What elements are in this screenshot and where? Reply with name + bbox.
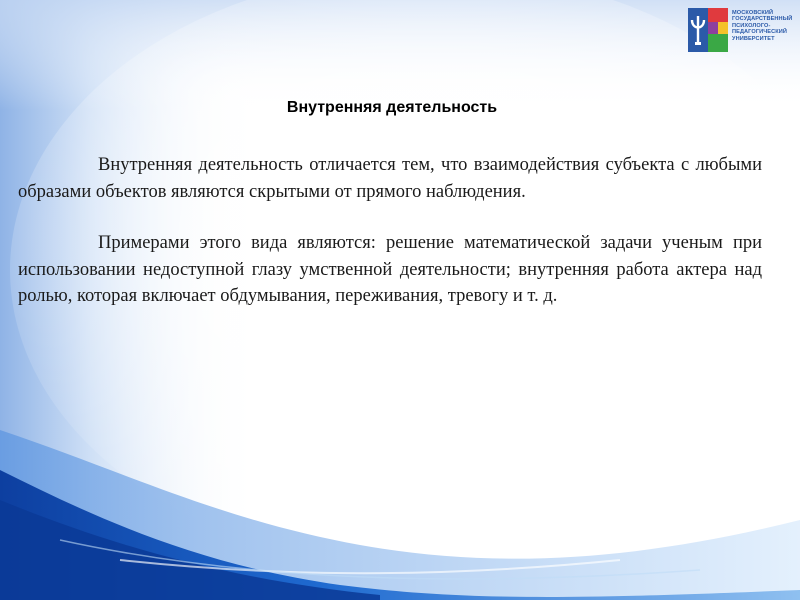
university-name-line: ГОСУДАРСТВЕННЫЙ	[732, 16, 793, 23]
university-name-line: МОСКОВСКИЙ	[732, 10, 774, 16]
university-name-line: ПСИХОЛОГО-	[732, 22, 771, 29]
slide-title: Внутренняя деятельность	[286, 99, 498, 116]
university-name	[732, 10, 792, 42]
slide-body	[18, 152, 762, 335]
university-emblem-icon	[688, 8, 728, 52]
university-name-line: УНИВЕРСИТЕТ	[732, 35, 775, 42]
paragraph-definition: Внутренняя деятельность отличается тем, что взаимодействия субъекта с любыми образами объектов являются скрытыми от прямого наблюдения.	[18, 155, 762, 202]
university-name-line: ПЕДАГОГИЧЕСКИЙ	[732, 29, 787, 36]
paragraph-examples: Примерами этого вида являются: решение математической задачи ученым при использовании недоступной глазу умственной деятельности; внутренняя работа актера над ролью, которая включает обдумывания, переживания, тревогу и т. д.	[18, 233, 762, 306]
university-logo	[688, 8, 792, 54]
